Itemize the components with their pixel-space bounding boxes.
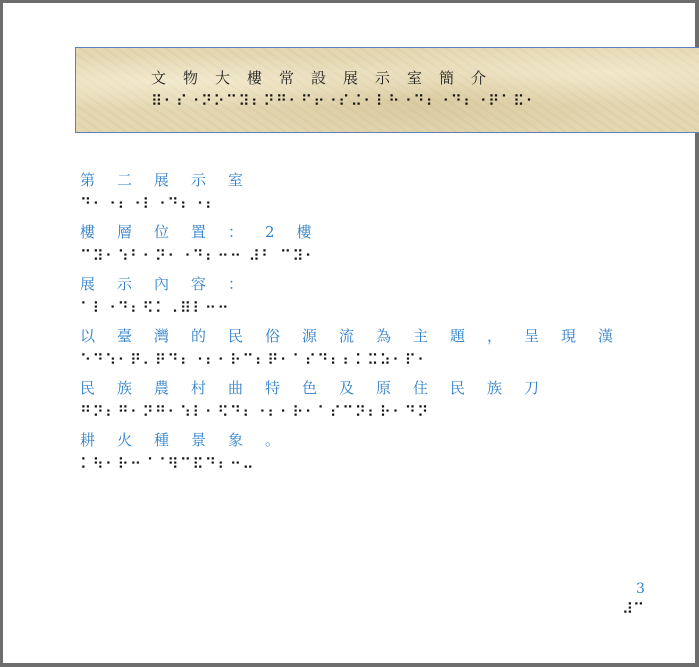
banner-title: 文物大樓常設展示室簡介 (151, 69, 504, 87)
print-line-room-title: 第二展示室 (80, 171, 266, 189)
document-page (3, 3, 695, 663)
braille-line-floor: ⠉⠽⠂⠱⠃⠂⠝⠂⠐⠙⠆⠒⠒ ⠼⠃ ⠉⠽⠂ (80, 247, 318, 265)
braille-line-room-title: ⠙⠂⠐⠆⠐⠇⠐⠙⠆⠐⠆ (80, 195, 218, 213)
title-banner (75, 47, 699, 133)
braille-line-description-3: ⠅⠳⠂⠗⠒⠈⠈⠻⠉⠯⠙⠆⠒⠤ (80, 455, 255, 473)
braille-line-description-2: ⠛⠝⠆⠛⠂⠝⠛⠂⠱⠇⠂⠫⠙⠆⠐⠆⠂⠗⠂⠁⠎⠉⠝⠆⠗⠂⠙⠝ (80, 403, 430, 421)
print-line-description-3: 耕火種景象。 (80, 431, 303, 449)
page-number: 3 (636, 581, 645, 597)
print-line-description-2: 民族農村曲特色及原住民族刀 (80, 379, 562, 397)
braille-line-description-1: ⠑⠙⠱⠂⠟⠄⠟⠙⠆⠐⠆⠂⠗⠉⠆⠟⠂⠁⠎⠙⠆⠆⠅⠭⠵⠂⠏⠂ (80, 351, 430, 369)
banner-braille: ⠿⠂⠎⠐⠝⠕⠉⠽⠆⠝⠛⠂⠋⠖⠐⠎⠬⠂⠇⠓⠐⠙⠆⠐⠙⠆⠐⠟⠁⠯⠂ (151, 92, 539, 110)
print-line-content-heading: 展示內容： (80, 275, 266, 293)
print-line-description-1: 以臺灣的民俗源流為主題，呈現漢 (80, 327, 636, 345)
print-line-floor: 樓層位置：2樓 (80, 223, 334, 241)
page-content (80, 169, 680, 481)
braille-line-content-heading: ⠁⠇⠐⠙⠆⠫⠅⠠⠿⠇⠒⠒ (80, 299, 230, 317)
page-number-braille: ⠼⠉ (622, 600, 644, 618)
